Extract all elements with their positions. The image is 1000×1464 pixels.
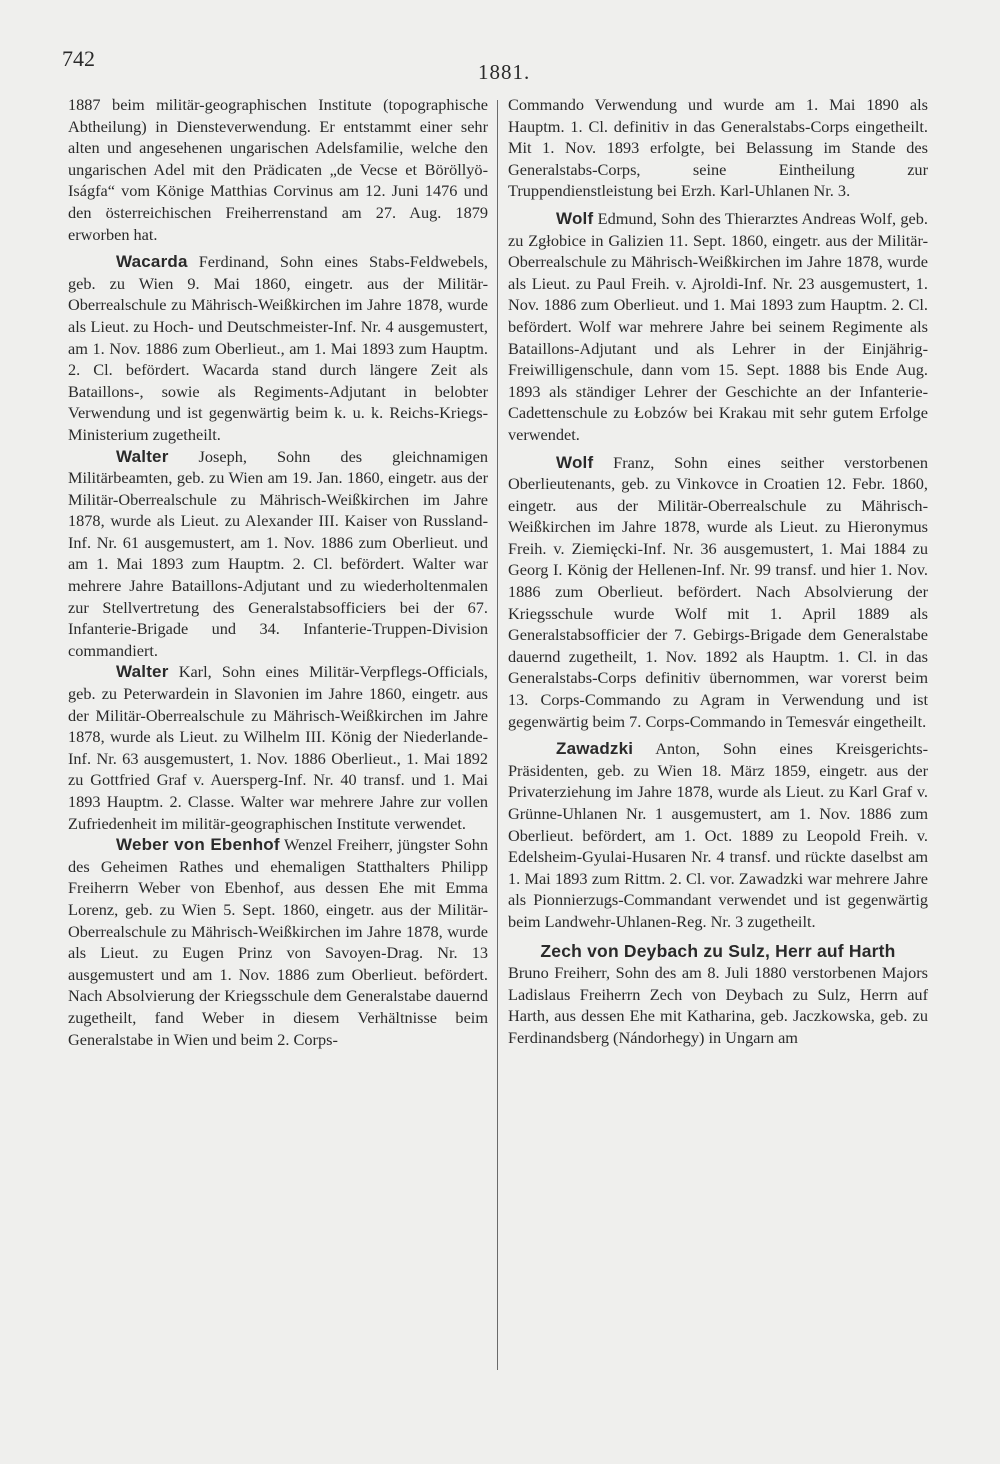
entry-name: Walter — [116, 446, 169, 466]
continuation-paragraph: Commando Verwendung und wurde am 1. Mai 1890 als Hauptm. 1. Cl. definitiv in das Generalstabs-Corps eingetheilt. Mit 1. Nov. 1893 erfolgte, bei Belassung im Stande des Generalstabs-Corps, seine Eintheilung zur Truppendienstleistung bei Erzh. Karl-Uhlanen Nr. 3. — [508, 95, 928, 201]
entry-text: Ferdinand, Sohn eines Stabs-Feldwebels, geb. zu Wien 9. Mai 1860, eingetr. aus der Militär-Oberrealschule zu Mährisch-Weißkirchen im Jahre 1878, wurde als Lieut. zu Hoch- und Deutschmeister-Inf. Nr. 4 ausgemustert, am 1. Nov. 1886 zum Oberlieut., am 1. Mai 1893 zum Hauptm. 2. Cl. befördert. Wacarda stand durch längere Zeit als Bataillons-, sowie als Regiments-Adjutant in belobter Verwendung und ist gegenwärtig beim k. u. k. Reichs-Kriegs-Ministerium zugetheilt. — [68, 252, 488, 444]
page-number: 742 — [62, 46, 95, 71]
entry-name: Wolf — [556, 208, 594, 228]
entry-text: Karl, Sohn eines Militär-Verpflegs-Officials, geb. zu Peterwardein in Slavonien im Jahre 1860, eingetr. aus der Militär-Oberrealschule zu Mährisch-Weißkirchen im Jahre 1878, wurde als Lieut. zu Wilhelm III. König der Niederlande-Inf. Nr. 63 ausgemustert, 1. Nov. 1886 Oberlieut., 1. Mai 1892 zu Gottfried Graf v. Auersperg-Inf. Nr. 40 transf. und 1. Mai 1893 Hauptm. 2. Classe. Walter war mehrere Jahre zur vollen Zufriedenheit im militär-geographischen Institute verwendet. — [68, 662, 488, 833]
biography-entry — [68, 251, 488, 445]
entry-text: Bruno Freiherr, Sohn des am 8. Juli 1880 verstorbenen Majors Ladislaus Freiherrn Zech von Deybach zu Sulz, Herrn auf Harth, aus dessen Ehe mit Katharina, geb. Jaczkowska, geb. zu Ferdinandsberg (Nándorhegy) in Ungarn am — [508, 963, 928, 1047]
year-heading: 1881. — [478, 60, 531, 84]
biography-entry — [68, 661, 488, 834]
entry-name: Zech von Deybach zu Sulz, Herr auf Harth — [540, 940, 896, 961]
biography-entry — [508, 208, 928, 446]
continuation-paragraph: 1887 beim militär-geographischen Institute (topographische Abtheilung) in Diensteverwendung. Er entstammt einer sehr alten und angesehenen ungarischen Adelsfamilie, welche den ungarischen Adel mit den Prädicaten „de Vecse et Böröllyö-Iságfa“ vom Könige Matthias Corvinus am 12. Juni 1476 und den österreichischen Freiherrenstand am 27. Aug. 1879 erworben hat. — [68, 95, 488, 244]
column-divider — [497, 100, 498, 1370]
entry-heading — [508, 941, 928, 963]
biography-entry — [68, 834, 488, 1050]
entry-text: Franz, Sohn eines seither verstorbenen Oberlieutenants, geb. zu Vinkovce in Croatien 12. Febr. 1860, eingetr. aus der Militär-Oberrealschule zu Mährisch-Weißkirchen im Jahre 1878, wurde als Lieut. zu Hieronymus Freih. v. Ziemięcki-Inf. Nr. 36 ausgemustert, 1. Mai 1884 zu Georg I. König der Hellenen-Inf. Nr. 99 transf. und hier 1. Nov. 1886 zum Oberlieut. befördert. Nach Absolvierung der Kriegsschule wurde Wolf mit 1. April 1889 als Generalstabsofficier der 7. Gebirgs-Brigade dem Generalstabe dauernd zugetheilt, 1. Nov. 1892 als Hauptm. 1. Cl. in das Generalstabs-Corps definitiv übernommen, war vorerst beim 13. Corps-Commando zu Agram in Verwendung und ist gegenwärtig beim 7. Corps-Commando in Temesvár eingetheilt. — [508, 452, 928, 731]
entry-text: Anton, Sohn eines Kreisgerichts-Präsidenten, geb. zu Wien 18. März 1859, eingetr. aus der Privaterziehung im Jahre 1878, wurde als Lieut. zu Karl Graf v. Grünne-Uhlanen Nr. 1 ausgemustert, am 1. Nov. 1886 zum Oberlieut. befördert, am 1. Oct. 1889 zu Leopold Freih. v. Edelsheim-Gyulai-Husaren Nr. 4 transf. und rückte daselbst am 1. Mai 1893 zum Rittm. 2. Cl. vor. Zawadzki war mehrere Jahre als Pionnierzugs-Commandant verwendet und ist gegenwärtig beim Landwehr-Uhlanen-Reg. Nr. 3 zugetheilt. — [508, 739, 928, 931]
entry-text: Edmund, Sohn des Thierarztes Andreas Wolf, geb. zu Zgłobice in Galizien 11. Sept. 1860, eingetr. aus der Militär-Oberrealschule zu Mährisch-Weißkirchen im Jahre 1878, wurde als Lieut. zu Paul Freih. v. Ajroldi-Inf. Nr. 23 ausgemustert, 1. Nov. 1886 zum Oberlieut. und 1. Mai 1893 zum Hauptm. 2. Cl. befördert. Wolf war mehrere Jahre bei seinem Regimente als Bataillons-Adjutant und als Lehrer in der Einjährig-Freiwilligenschule, dann vom 15. Sept. 1888 bis Ende Aug. 1893 als ständiger Lehrer der Geschichte an der Infanterie-Cadettenschule zu Łobzów bei Krakau mit sehr gutem Erfolge verwendet. — [508, 208, 928, 444]
entry-text: Wenzel Freiherr, jüngster Sohn des Geheimen Rathes und ehemaligen Statthalters Philipp Freiherrn Weber von Ebenhof, aus dessen Ehe mit Emma Lorenz, geb. zu Wien 5. Sept. 1860, eingetr. aus der Militär-Oberrealschule zu Mährisch-Weißkirchen im Jahre 1878, wurde als Lieut. zu Eugen Prinz von Savoyen-Drag. Nr. 13 ausgemustert und am 1. Nov. 1886 zum Oberlieut. befördert. Nach Absolvierung der Kriegsschule dem Generalstabe dauernd zugetheilt, fand Weber in diesem Verhältnisse beim Generalstabe in Wien und beim 2. Corps- — [68, 835, 488, 1049]
right-column — [508, 94, 928, 1049]
left-column — [68, 94, 488, 1050]
biography-entry — [508, 962, 928, 1048]
entry-name: Weber von Ebenhof — [116, 835, 280, 855]
entry-name: Walter — [116, 662, 169, 682]
entry-name: Zawadzki — [556, 739, 634, 759]
entry-name: Wolf — [556, 452, 594, 472]
entry-name: Wacarda — [116, 252, 188, 272]
entry-text: Joseph, Sohn des gleichnamigen Militärbeamten, geb. zu Wien am 19. Jan. 1860, eingetr. aus der Militär-Oberrealschule zu Mährisch-Weißkirchen im Jahre 1878, wurde als Lieut. zu Alexander III. Kaiser von Russland-Inf. Nr. 61 ausgemustert, am 1. Nov. 1886 zum Oberlieut. und am 1. Mai 1893 zum Hauptm. 2. Cl. befördert. Walter war mehrere Jahre Bataillons-Adjutant und zu wiederholtenmalen zur Stellvertretung des Generalstabsofficiers bei der 67. Infanterie-Brigade und 34. Infanterie-Truppen-Division commandiert. — [68, 446, 488, 660]
biography-entry — [508, 738, 928, 932]
biography-entry — [68, 446, 488, 662]
biography-entry — [508, 452, 928, 733]
